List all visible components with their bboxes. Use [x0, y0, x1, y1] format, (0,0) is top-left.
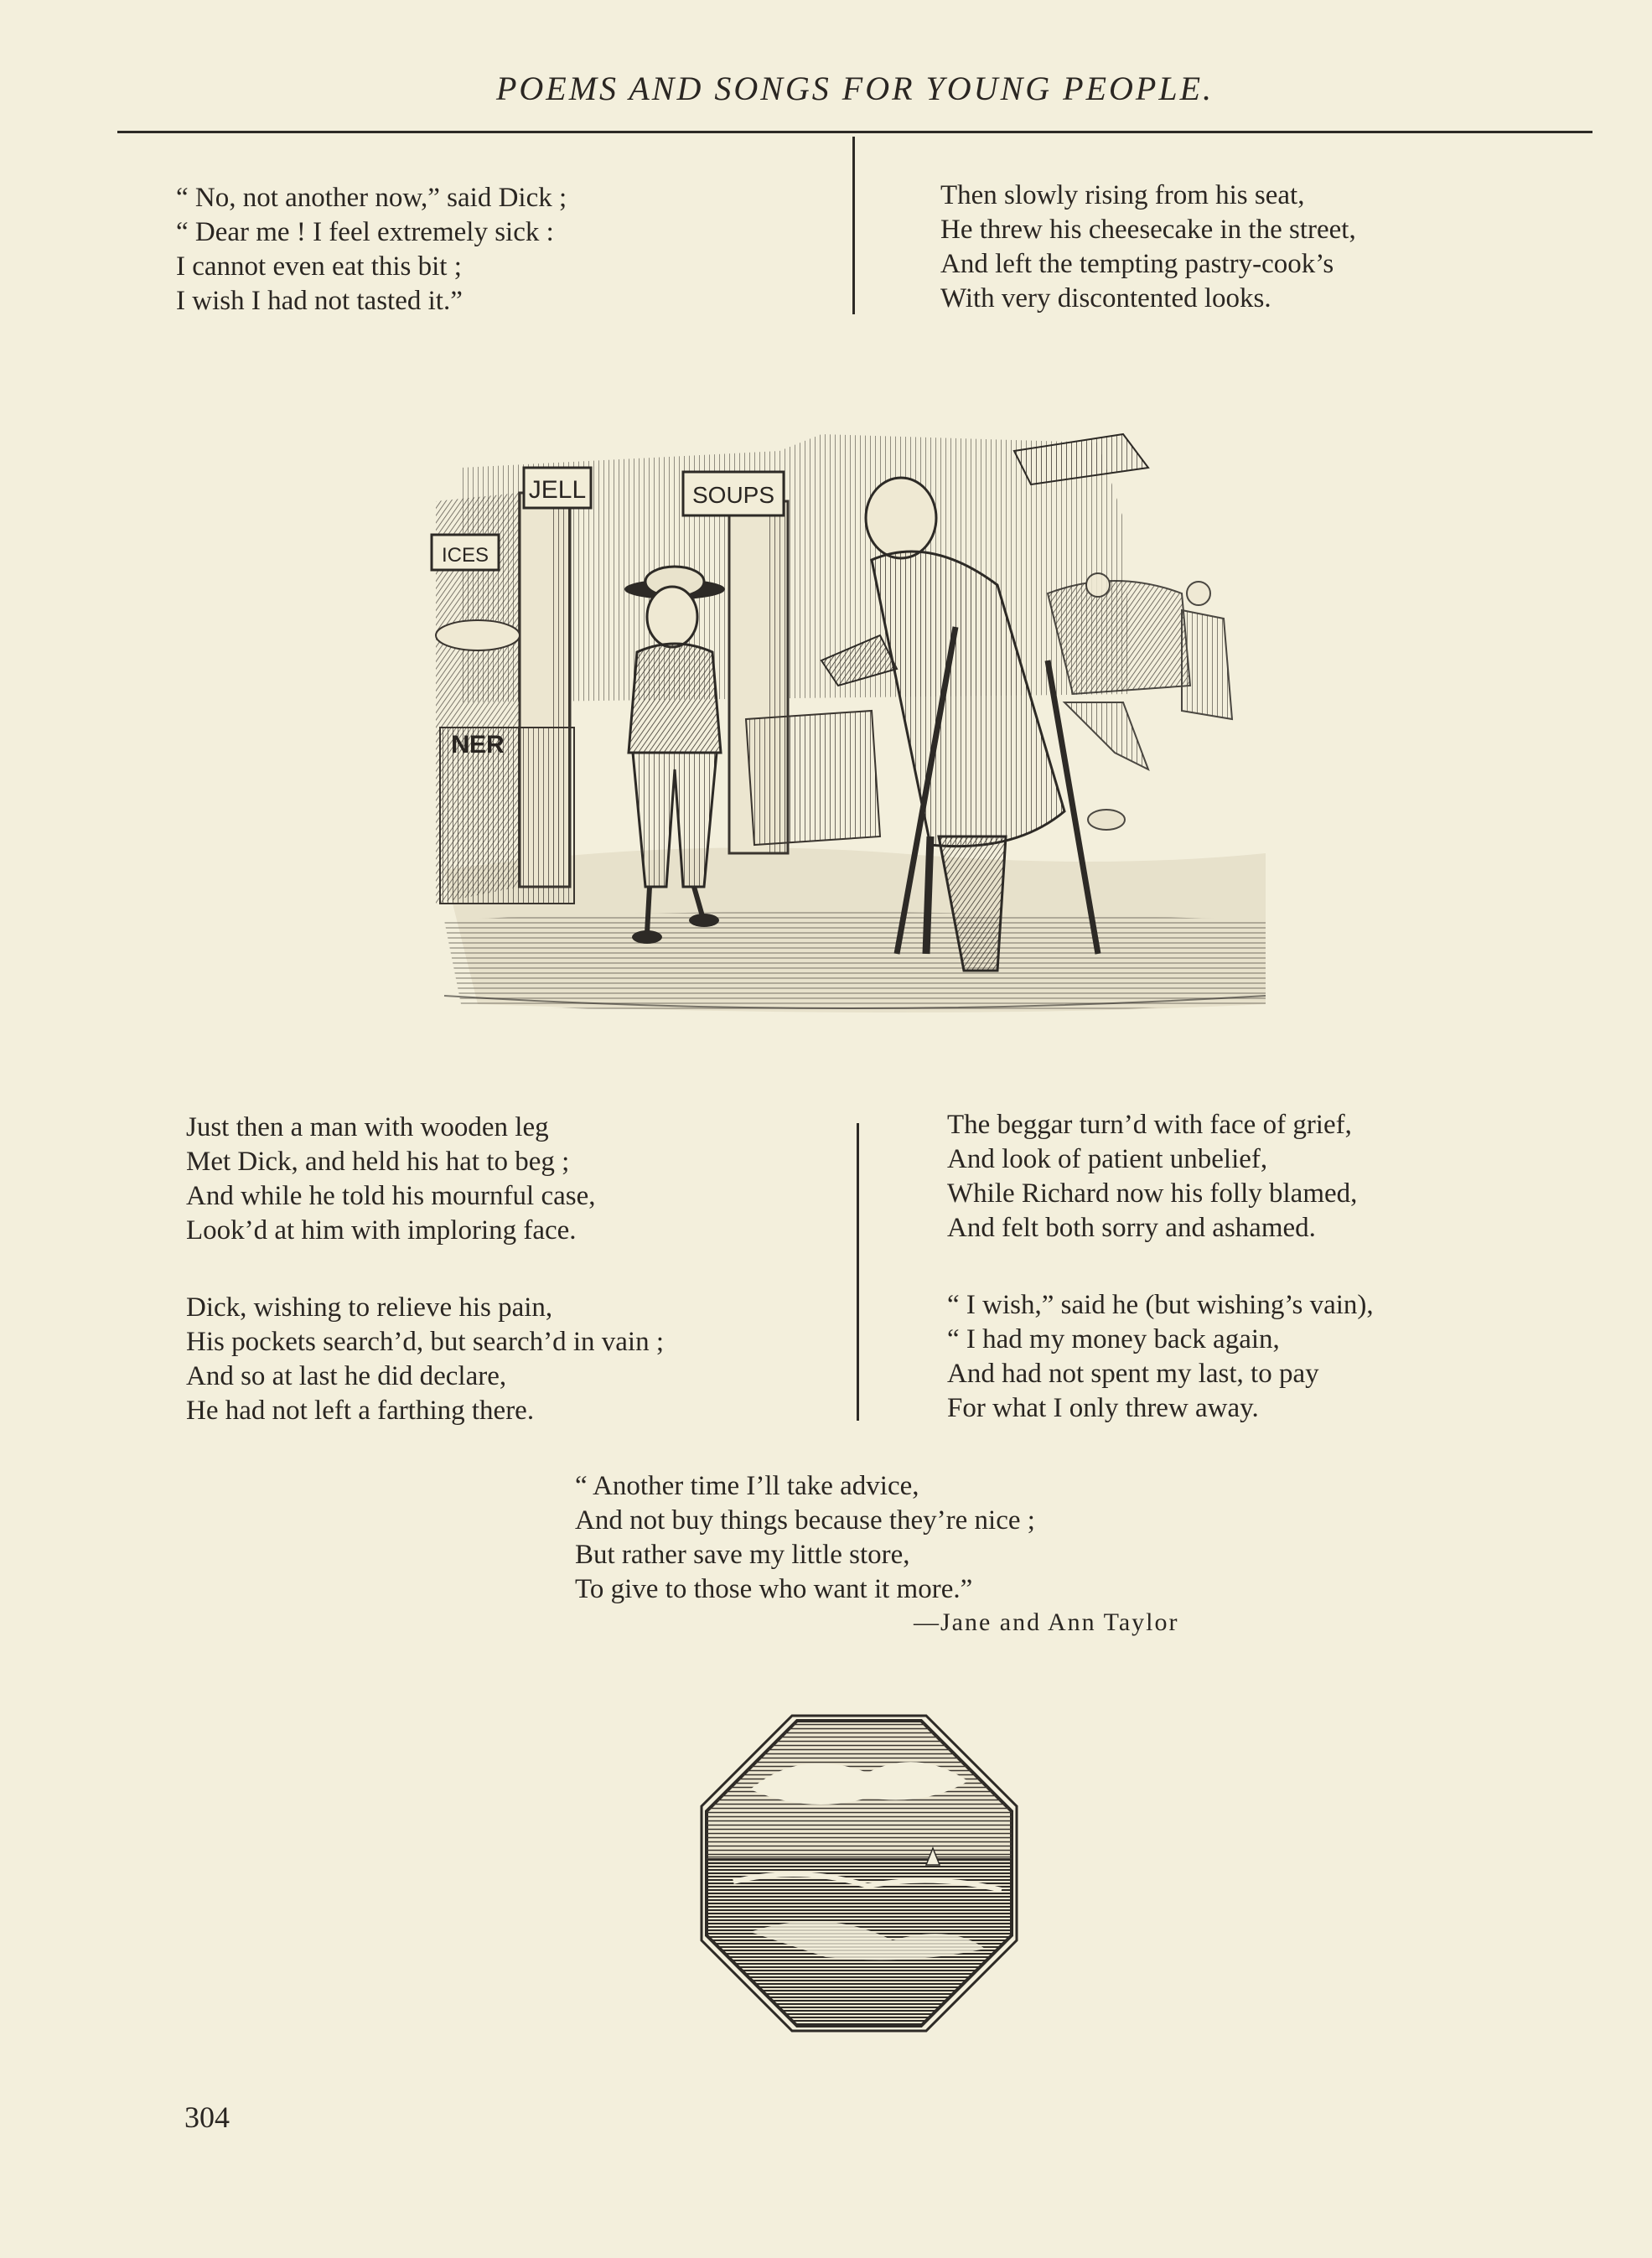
- verse-line: And left the tempting pastry-cook’s: [940, 249, 1334, 279]
- page-number: 304: [184, 2100, 230, 2134]
- verse-line: Just then a man with wooden leg: [186, 1112, 549, 1142]
- verse-line: His pockets search’d, but search’d in vain ;: [186, 1327, 664, 1357]
- verse-line: While Richard now his folly blamed,: [947, 1178, 1358, 1209]
- sign-jell: [524, 468, 591, 508]
- beggar-engraving: [427, 417, 1291, 1021]
- stanza: [186, 1111, 596, 1248]
- verse-line: I cannot even eat this bit ;: [176, 251, 462, 282]
- verse-line: “ I had my money back again,: [947, 1324, 1280, 1354]
- verse-line: And not buy things because they’re nice ;: [575, 1505, 1035, 1536]
- verse-line: And had not spent my last, to pay: [947, 1359, 1319, 1389]
- column-rule: [857, 1123, 859, 1421]
- svg-text:ICES: ICES: [441, 544, 489, 567]
- verse-line: “ I wish,” said he (but wishing’s vain),: [947, 1290, 1374, 1320]
- header-rule: [117, 131, 1592, 133]
- sign-soups: [683, 472, 784, 515]
- verse-line: With very discontented looks.: [940, 283, 1271, 313]
- stanza: [176, 181, 567, 319]
- svg-text:NER: NER: [451, 731, 505, 759]
- verse-line: The beggar turn’d with face of grief,: [947, 1110, 1352, 1140]
- seascape-vignette: [700, 1714, 1018, 2033]
- svg-text:JELL: JELL: [528, 476, 587, 504]
- verse-line: He had not left a farthing there.: [186, 1396, 535, 1426]
- sign-ices: [432, 535, 499, 570]
- stanza: [186, 1291, 664, 1428]
- verse-line: He threw his cheesecake in the street,: [940, 215, 1356, 245]
- stanza: [947, 1288, 1374, 1426]
- stanza: [575, 1469, 1035, 1607]
- running-head: POEMS AND SONGS FOR YOUNG PEOPLE.: [495, 70, 1214, 107]
- stanza: [940, 179, 1356, 316]
- verse-line: I wish I had not tasted it.”: [176, 286, 463, 316]
- verse-line: “ Dear me ! I feel extremely sick :: [176, 217, 554, 247]
- attribution: —Jane and Ann Taylor: [914, 1608, 1179, 1636]
- verse-line: “ No, not another now,” said Dick ;: [176, 183, 567, 213]
- verse-line: But rather save my little store,: [575, 1540, 910, 1570]
- verse-line: And felt both sorry and ashamed.: [947, 1213, 1316, 1243]
- stanza: [947, 1108, 1357, 1246]
- verse-line: For what I only threw away.: [947, 1393, 1259, 1423]
- verse-line: And look of patient unbelief,: [947, 1144, 1268, 1174]
- background-crowd: [1048, 573, 1232, 830]
- verse-line: “ Another time I’ll take advice,: [575, 1471, 919, 1501]
- verse-line: Dick, wishing to relieve his pain,: [186, 1292, 553, 1323]
- verse-line: Look’d at him with imploring face.: [186, 1215, 577, 1246]
- verse-line: Met Dick, and held his hat to beg ;: [186, 1147, 570, 1177]
- verse-line: To give to those who want it more.”: [575, 1574, 973, 1604]
- verse-line: And while he told his mournful case,: [186, 1181, 596, 1211]
- sign-ner: [451, 731, 505, 759]
- svg-text:SOUPS: SOUPS: [691, 482, 775, 508]
- verse-line: And so at last he did declare,: [186, 1361, 507, 1391]
- column-rule: [852, 137, 855, 314]
- verse-line: Then slowly rising from his seat,: [940, 180, 1305, 210]
